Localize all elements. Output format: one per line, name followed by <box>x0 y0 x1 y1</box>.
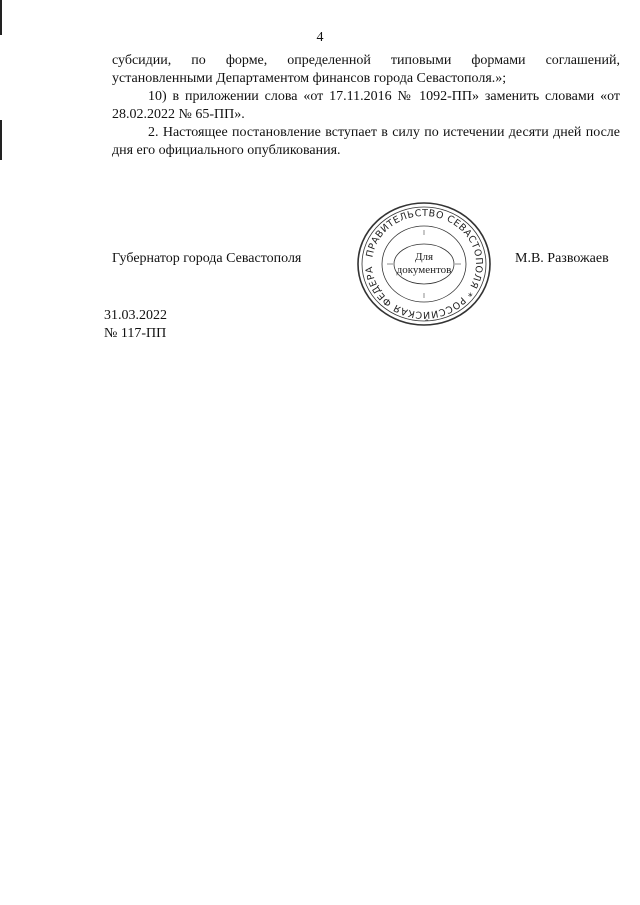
paragraph-continuation: субсидии, по форме, определенной типовыми формами соглашений, установленными Департаментом финансов города Севастополя.»; <box>112 53 620 86</box>
document-date: 31.03.2022 <box>104 308 167 323</box>
seal-graphic <box>355 200 493 328</box>
document-body <box>112 52 620 160</box>
paragraph-section-2: 2. Настоящее постановление вступает в силу по истечении десяти дней после дня его официального опубликования. <box>112 125 620 158</box>
document-number: № 117-ПП <box>104 326 167 341</box>
scan-edge-mark-mid <box>0 120 2 160</box>
seal-center-line1: Для <box>414 251 434 263</box>
signatory-name: М.В. Развожаев <box>515 251 609 266</box>
seal-outer-text: ПРАВИТЕЛЬСТВО СЕВАСТОПОЛЯ * РОССИЙСКАЯ ФЕДЕРА <box>363 207 485 321</box>
official-seal <box>355 200 493 328</box>
paragraph-item-10: 10) в приложении слова «от 17.11.2016 № 1092-ПП» заменить словами «от 28.02.2022 № 65-ПП». <box>112 89 620 122</box>
page-number: 4 <box>316 30 324 45</box>
signatory-title: Губернатор города Севастополя <box>112 251 302 266</box>
seal-center-line2: документов <box>396 264 452 276</box>
